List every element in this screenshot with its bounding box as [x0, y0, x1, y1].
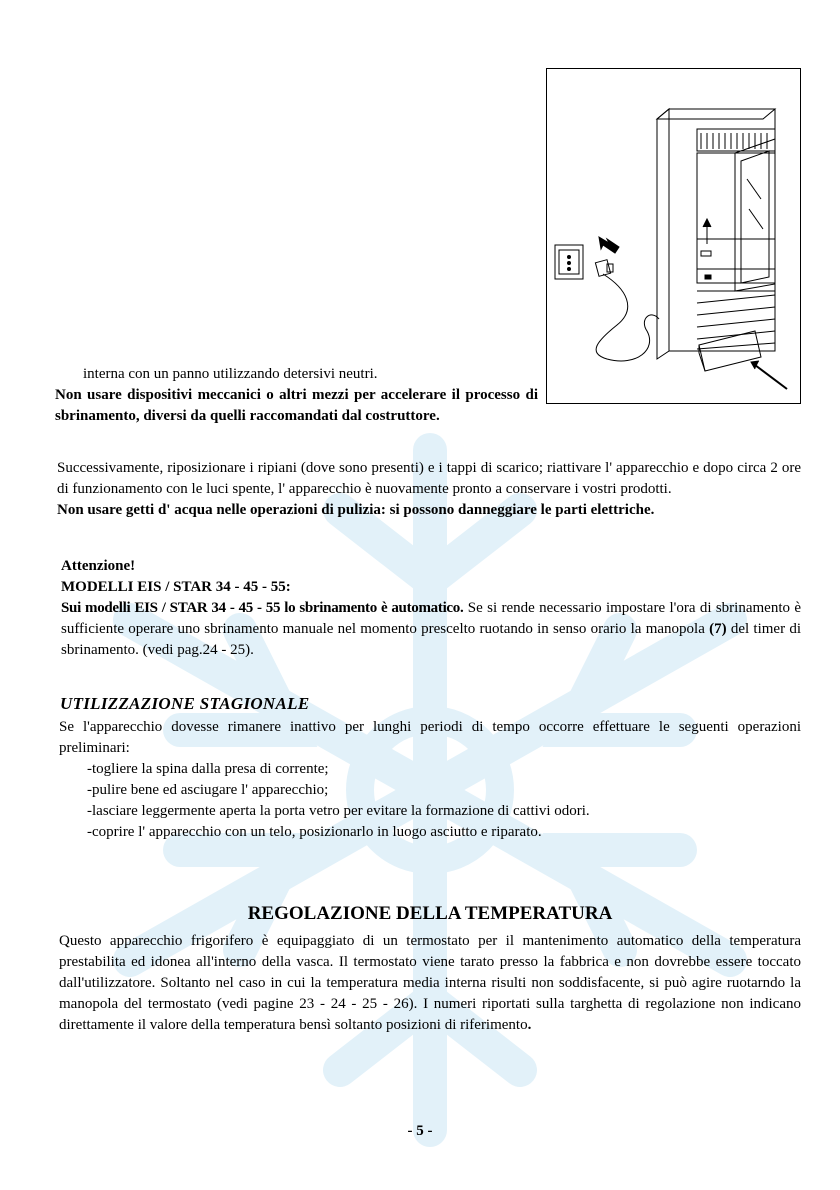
- water-jet-warning: Non usare getti d' acqua nelle operazioni di pulizia: si possono danneggiare le parti elettriche.: [57, 502, 655, 518]
- seasonal-heading: UTILIZZAZIONE STAGIONALE: [60, 694, 310, 713]
- auto-defrost-text-b: del timer di sbrinamento. (vedi pag.24 - 25).: [61, 621, 801, 658]
- defrost-warning: Non usare dispositivi meccanici o altri mezzi per accelerare il processo di sbrinamento, diversi da quelli raccomandati dal costruttore.: [55, 387, 538, 424]
- page-number: - 5 -: [407, 1123, 433, 1139]
- auto-defrost-paragraph: [61, 598, 801, 661]
- seasonal-item: -pulire bene ed asciugare l' apparecchio;: [87, 782, 329, 798]
- temperature-period: .: [527, 1017, 532, 1033]
- auto-defrost-text-a: Se si rende necessario impostare l'ora di sbrinamento è sufficiente operare uno sbrinamento manuale nel momento prescelto ruotando in senso orario la manopola: [61, 600, 801, 637]
- seasonal-item: -lasciare leggermente aperta la porta vetro per evitare la formazione di cattivi odori.: [87, 803, 590, 819]
- seasonal-intro: Se l'apparecchio dovesse rimanere inattivo per lunghi periodi di tempo occorre effettuare le seguenti operazioni preliminari:: [59, 719, 801, 756]
- temperature-paragraph: Questo apparecchio frigorifero è equipaggiato di un termostato per il mantenimento automatico della temperatura prestabilita ed idonea all'interno della vasca. Il termostato viene tarato presso la fabbrica e non dovrebbe essere toccato dall'utilizzatore. Soltanto nel caso in cui la temperatura media interna risulti non soddisfacente, si può agire ruotarndo la manopola del termostato (vedi pagine 23 - 24 - 25 - 26). I numeri riportati sulla targhetta di regolazione non indicano direttamente il valore della temperatura bensì soltanto posizioni di riferimento: [59, 933, 801, 1033]
- refrigerator-figure: [546, 68, 801, 404]
- knob-reference: (7): [709, 621, 727, 637]
- auto-defrost-lead: Sui modelli EIS / STAR 34 - 45 - 55 lo sbrinamento è automatico.: [61, 600, 464, 616]
- temperature-heading: REGOLAZIONE DELLA TEMPERATURA: [247, 903, 613, 924]
- reposition-paragraph: Successivamente, riposizionare i ripiani (dove sono presenti) e i tappi di scarico; riattivare l' apparecchio e dopo circa 2 ore di funzionamento con le luci spente, l' apparecchio è nuovamente pronto a conservare i vostri prodotti.: [57, 460, 801, 497]
- models-line: MODELLI EIS / STAR 34 - 45 - 55:: [61, 579, 291, 595]
- defrost-cleaning-line: interna con un panno utilizzando detersivi neutri.: [83, 366, 378, 382]
- refrigerator-illustration: [547, 69, 799, 402]
- seasonal-item: -coprire l' apparecchio con un telo, posizionarlo in luogo asciutto e riparato.: [87, 824, 542, 840]
- attention-title: Attenzione!: [61, 558, 136, 574]
- seasonal-item: -togliere la spina dalla presa di corrente;: [87, 761, 329, 777]
